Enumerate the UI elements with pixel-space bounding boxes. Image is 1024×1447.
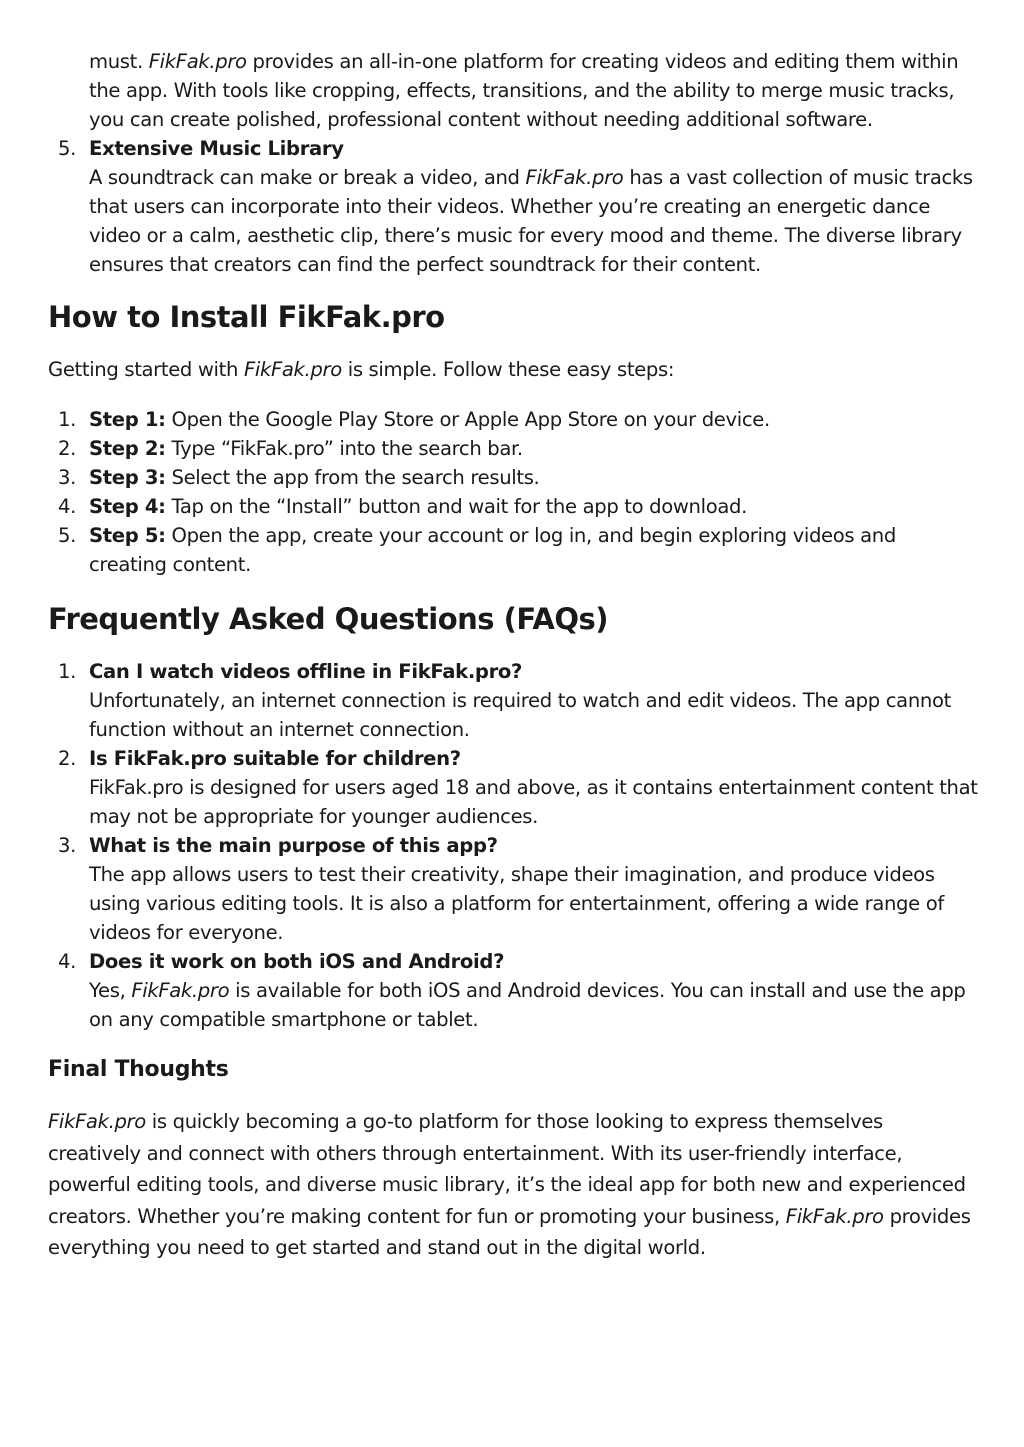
install-step	[48, 492, 978, 521]
list-number: 3.	[58, 834, 76, 857]
step-text: Select the app from the search results.	[165, 466, 540, 489]
faq-answer: Unfortunately, an internet connection is required to watch and edit videos. The app cannot function without an internet connection.	[89, 689, 951, 741]
step-label: Step 1:	[89, 408, 166, 431]
list-number: 4.	[58, 950, 76, 973]
install-steps-list	[48, 405, 978, 579]
faq-item	[48, 831, 978, 947]
brand-name: FikFak.pro	[48, 1110, 146, 1133]
faq-item	[48, 657, 978, 744]
list-number: 3.	[58, 466, 76, 489]
faq-question: Is FikFak.pro suitable for children?	[89, 747, 461, 770]
brand-name: FikFak.pro	[243, 358, 342, 381]
step-text: Open the Google Play Store or Apple App Store on your device.	[165, 408, 770, 431]
faq-answer: FikFak.pro is designed for users aged 18 and above, as it contains entertainment content that may not be appropriate for younger audiences.	[89, 776, 978, 828]
list-number: 2.	[58, 437, 76, 460]
faq-answer-a: Yes,	[89, 979, 132, 1002]
list-number: 1.	[58, 660, 76, 683]
brand-name: FikFak.pro	[785, 1204, 884, 1228]
install-heading: How to Install FikFak.pro	[48, 300, 445, 334]
feature-5-item	[48, 134, 978, 279]
list-number: 5.	[58, 137, 76, 160]
install-intro	[48, 355, 978, 384]
install-intro-a: Getting started with	[48, 358, 244, 381]
final-text-b: provides everything you need to get started and stand out in the digital world.	[48, 1204, 971, 1259]
final-text-a: is quickly becoming a go-to platform for those looking to express themselves creatively and connect with others through entertainment. With its user-friendly interface, powerful editing tools, and diverse music library, it’s the ideal app for both new and experienced creators. Whether you’re making content for fun or promoting your business,	[48, 1110, 966, 1228]
step-text: Open the app, create your account or log in, and begin exploring videos and creating content.	[89, 524, 896, 576]
step-label: Step 5:	[89, 524, 166, 547]
feature-4-continuation	[48, 47, 978, 134]
faq-answer-b: is available for both iOS and Android devices. You can install and use the app on any compatible smartphone or tablet.	[89, 979, 966, 1031]
brand-name: FikFak.pro	[131, 979, 230, 1002]
faq-heading: Frequently Asked Questions (FAQs)	[48, 602, 608, 636]
faq-item	[48, 947, 978, 1034]
faq-question: What is the main purpose of this app?	[89, 834, 498, 857]
list-number: 4.	[58, 495, 76, 518]
step-label: Step 4:	[89, 495, 166, 518]
list-number: 2.	[58, 747, 76, 770]
list-number: 5.	[58, 524, 76, 547]
feature-5-text-b: has a vast collection of music tracks that users can incorporate into their videos. Whether you’re creating an energetic dance video or a calm, aesthetic clip, there’s music for every mood and theme. The diverse library ensures that creators can find the perfect soundtrack for their content.	[89, 166, 973, 276]
install-step	[48, 434, 978, 463]
step-text: Tap on the “Install” button and wait for the app to download.	[165, 495, 747, 518]
faq-answer: The app allows users to test their creativity, shape their imagination, and produce videos using various editing tools. It is also a platform for entertainment, offering a wide range of videos for everyone.	[89, 863, 944, 944]
step-text: Type “FikFak.pro” into the search bar.	[165, 437, 523, 460]
carryover-start: must.	[89, 50, 149, 73]
faq-question: Does it work on both iOS and Android?	[89, 950, 505, 973]
install-step	[48, 521, 978, 579]
feature-5-text	[89, 163, 978, 279]
feature-5-text-a: A soundtrack can make or break a video, and	[89, 166, 526, 189]
feature-5-title: Extensive Music Library	[89, 137, 344, 160]
faq-item	[48, 744, 978, 831]
install-step	[48, 463, 978, 492]
feature-4-text	[89, 47, 978, 134]
step-label: Step 2:	[89, 437, 166, 460]
final-heading: Final Thoughts	[48, 1057, 229, 1082]
faq-list	[48, 657, 978, 1034]
faq-question: Can I watch videos offline in FikFak.pro?	[89, 660, 523, 683]
step-label: Step 3:	[89, 466, 166, 489]
faq-answer	[89, 976, 978, 1034]
final-paragraph	[48, 1106, 978, 1264]
list-number: 1.	[58, 408, 76, 431]
brand-name: FikFak.pro	[525, 166, 624, 189]
carryover-rest: provides an all-in-one platform for creating videos and editing them within the app. With tools like cropping, effects, transitions, and the ability to merge music tracks, you can create polished, professional content without needing additional software.	[89, 50, 959, 131]
install-intro-b: is simple. Follow these easy steps:	[341, 358, 675, 381]
install-step	[48, 405, 978, 434]
brand-name: FikFak.pro	[148, 50, 247, 73]
